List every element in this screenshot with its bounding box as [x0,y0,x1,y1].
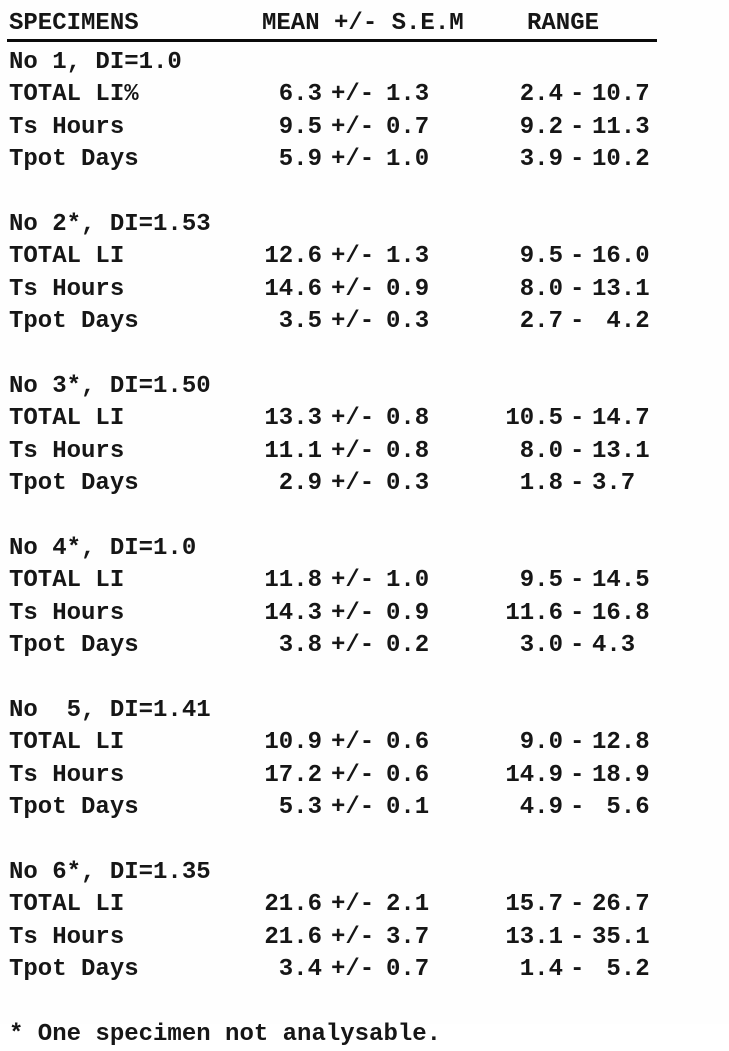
table-row [0,79,729,111]
row-label: TOTAL LI [9,405,125,433]
table-header-row [0,11,729,37]
table-row [0,630,729,662]
plus-minus-separator: +/- [331,437,375,465]
group-title-row [0,695,729,727]
table-row [0,760,729,792]
mean-value: 5.9 [278,146,322,174]
range-high: 16.0 [592,243,650,271]
range-dash: - [570,113,585,141]
table-row [0,565,729,597]
mean-value: 9.5 [278,113,322,141]
mean-value: 12.6 [264,243,322,271]
range-high: 5.2 [592,955,650,983]
specimen-group-4 [0,533,729,663]
range-low: 11.6 [505,599,563,627]
range-high: 3.7 [592,470,636,498]
mean-value: 14.3 [264,599,322,627]
sem-value: 1.0 [386,567,430,595]
range-dash: - [570,470,585,498]
range-dash: - [570,275,585,303]
mean-value: 11.8 [264,567,322,595]
row-label: Ts Hours [9,113,125,141]
table-row [0,598,729,630]
group-title: No 1, DI=1.0 [9,49,182,76]
group-title: No 2*, DI=1.53 [9,210,211,238]
sem-value: 1.0 [386,146,430,174]
range-dash: - [570,405,585,433]
sem-value: 0.2 [386,632,430,660]
row-label: TOTAL LI% [9,81,139,109]
row-label: TOTAL LI [9,729,125,757]
column-header-specimens: SPECIMENS [9,10,139,37]
range-high: 10.7 [592,81,650,109]
specimen-group-1 [0,47,729,177]
range-low: 15.7 [505,891,563,919]
range-dash: - [570,793,585,821]
plus-minus-separator: +/- [331,955,375,983]
range-high: 13.1 [592,275,650,303]
table-row [0,922,729,954]
range-low: 2.7 [519,308,563,336]
group-title: No 3*, DI=1.50 [9,372,211,400]
sem-value: 0.8 [386,437,430,465]
group-title-row [0,857,729,889]
range-dash: - [570,632,585,660]
range-dash: - [570,891,585,919]
table-row [0,112,729,144]
sem-value: 0.9 [386,275,430,303]
footnote-text: * One specimen not analysable. [9,1020,442,1048]
plus-minus-separator: +/- [331,891,375,919]
plus-minus-separator: +/- [331,729,375,757]
range-low: 1.8 [519,470,563,498]
sem-value: 0.7 [386,113,430,141]
sem-value: 0.3 [386,470,430,498]
row-label: TOTAL LI [9,567,125,595]
specimen-group-3 [0,371,729,501]
group-title-row [0,47,729,79]
group-title-row [0,209,729,241]
plus-minus-separator: +/- [331,599,375,627]
group-title: No 6*, DI=1.35 [9,858,211,886]
mean-value: 11.1 [264,437,322,465]
row-label: Ts Hours [9,923,125,951]
plus-minus-separator: +/- [331,275,375,303]
plus-minus-separator: +/- [331,470,375,498]
range-dash: - [570,146,585,174]
range-high: 4.3 [592,632,636,660]
sem-value: 2.1 [386,891,430,919]
range-dash: - [570,81,585,109]
range-high: 13.1 [592,437,650,465]
range-low: 10.5 [505,405,563,433]
plus-minus-separator: +/- [331,761,375,789]
row-label: Tpot Days [9,632,139,660]
range-dash: - [570,923,585,951]
range-dash: - [570,567,585,595]
range-low: 1.4 [519,955,563,983]
range-high: 14.7 [592,405,650,433]
range-low: 9.2 [519,113,563,141]
range-dash: - [570,308,585,336]
range-high: 16.8 [592,599,650,627]
sem-value: 0.6 [386,761,430,789]
range-high: 35.1 [592,923,650,951]
range-dash: - [570,599,585,627]
group-title-row [0,533,729,565]
range-dash: - [570,243,585,271]
plus-minus-separator: +/- [331,243,375,271]
specimen-group-5 [0,695,729,825]
table-row [0,727,729,759]
plus-minus-separator: +/- [331,632,375,660]
mean-value: 5.3 [278,793,322,821]
mean-value: 13.3 [264,405,322,433]
row-label: Ts Hours [9,437,125,465]
range-low: 14.9 [505,761,563,789]
table-row [0,436,729,468]
sem-value: 0.1 [386,793,430,821]
row-label: Tpot Days [9,955,139,983]
sem-value: 0.6 [386,729,430,757]
plus-minus-separator: +/- [331,308,375,336]
table-row [0,274,729,306]
table-row [0,241,729,273]
plus-minus-separator: +/- [331,567,375,595]
plus-minus-separator: +/- [331,793,375,821]
mean-value: 14.6 [264,275,322,303]
row-label: TOTAL LI [9,891,125,919]
range-dash: - [570,437,585,465]
mean-value: 3.4 [278,955,322,983]
mean-value: 17.2 [264,761,322,789]
range-high: 5.6 [592,793,650,821]
mean-value: 21.6 [264,891,322,919]
sem-value: 1.3 [386,81,430,109]
footnote-row [0,1019,729,1051]
mean-value: 6.3 [278,81,322,109]
group-title-row [0,371,729,403]
mean-value: 3.8 [278,632,322,660]
range-high: 26.7 [592,891,650,919]
range-high: 18.9 [592,761,650,789]
group-title: No 5, DI=1.41 [9,696,211,724]
range-low: 3.0 [519,632,563,660]
row-label: Ts Hours [9,599,125,627]
specimen-group-6 [0,857,729,987]
table-row [0,792,729,824]
row-label: TOTAL LI [9,243,125,271]
range-high: 10.2 [592,146,650,174]
table-row [0,306,729,338]
row-label: Tpot Days [9,146,139,174]
range-low: 4.9 [519,793,563,821]
row-label: Ts Hours [9,761,125,789]
plus-minus-separator: +/- [331,81,375,109]
table-row [0,144,729,176]
range-high: 11.3 [592,113,650,141]
range-low: 8.0 [519,437,563,465]
table-row [0,889,729,921]
sem-value: 3.7 [386,923,430,951]
sem-value: 0.9 [386,599,430,627]
row-label: Ts Hours [9,275,125,303]
range-dash: - [570,729,585,757]
mean-value: 21.6 [264,923,322,951]
range-low: 9.0 [519,729,563,757]
range-dash: - [570,761,585,789]
range-low: 9.5 [519,567,563,595]
mean-value: 3.5 [278,308,322,336]
range-low: 3.9 [519,146,563,174]
table-row [0,403,729,435]
mean-value: 2.9 [278,470,322,498]
plus-minus-separator: +/- [331,405,375,433]
table-row [0,468,729,500]
range-low: 8.0 [519,275,563,303]
row-label: Tpot Days [9,793,139,821]
table-row [0,954,729,986]
range-high: 4.2 [592,308,650,336]
plus-minus-separator: +/- [331,113,375,141]
sem-value: 0.3 [386,308,430,336]
plus-minus-separator: +/- [331,923,375,951]
row-label: Tpot Days [9,470,139,498]
range-dash: - [570,955,585,983]
range-low: 13.1 [505,923,563,951]
mean-value: 10.9 [264,729,322,757]
column-header-mean-sem: MEAN +/- S.E.M [262,10,464,37]
header-underline-rule [7,39,657,42]
row-label: Tpot Days [9,308,139,336]
range-high: 14.5 [592,567,650,595]
sem-value: 0.7 [386,955,430,983]
group-title: No 4*, DI=1.0 [9,534,197,562]
sem-value: 1.3 [386,243,430,271]
column-header-range: RANGE [527,10,600,37]
sem-value: 0.8 [386,405,430,433]
range-low: 2.4 [519,81,563,109]
range-low: 9.5 [519,243,563,271]
specimen-group-2 [0,209,729,339]
plus-minus-separator: +/- [331,146,375,174]
range-high: 12.8 [592,729,650,757]
